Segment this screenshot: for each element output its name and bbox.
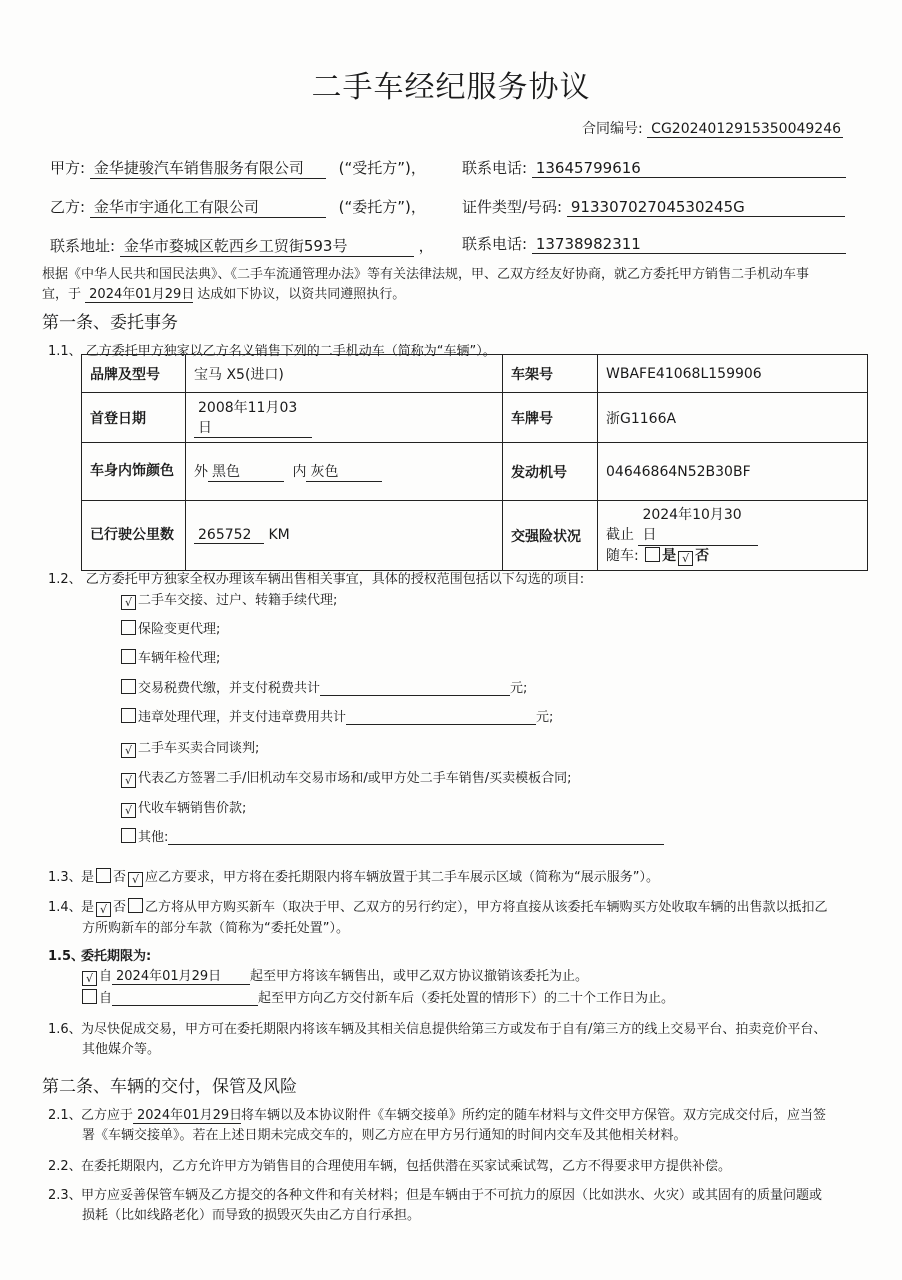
insurance-cell (598, 501, 868, 571)
brand-label: 品牌及型号 (82, 355, 186, 393)
clause-1-2: 1.2、 乙方委托甲方独家全权办理该车辆出售相关事宜，具体的授权范围包括以下勾选的项目: (48, 572, 585, 587)
insurance-follow-row (606, 546, 859, 566)
party-a-name: 金华捷骏汽车销售服务有限公司 (90, 157, 326, 179)
term-option-2-checkbox[interactable] (82, 989, 97, 1004)
clause-2-1-num: 2.1、 (48, 1108, 82, 1123)
option-6-label: 代表乙方签署二手/旧机动车交易市场和/或甲方处二手车销售/买卖模板合同; (138, 771, 572, 786)
option-2 (119, 647, 220, 666)
party-b-name: 金华市宇通化工有限公司 (90, 196, 326, 218)
clause-1-3-no-checkbox[interactable]: √ (128, 872, 143, 887)
section-2-heading: 第二条、车辆的交付，保管及风险 (42, 1077, 297, 1097)
table-row (82, 443, 868, 501)
clause-1-4-no-checkbox[interactable] (128, 898, 143, 913)
option-3-label: 交易税费代缴，并支付税费共计 (138, 681, 321, 696)
interior-prefix: 内 (292, 464, 307, 480)
address-label: 联系地址: (50, 237, 116, 255)
party-b-phone-row (462, 233, 846, 254)
clause-1-6-line-1 (48, 1018, 826, 1037)
vin-value: WBAFE41068L159906 (598, 355, 868, 393)
option-0-label: 二手车交接、过户、转籍手续代理; (138, 593, 338, 608)
clause-1-6-text-2: 其他媒介等。 (82, 1042, 161, 1057)
party-b-row (50, 196, 426, 218)
mileage-unit: KM (268, 527, 290, 543)
clause-1-3-yes-checkbox[interactable] (96, 868, 111, 883)
party-b-id: 91330702704530245G (567, 198, 845, 217)
clause-2-2-text: 在委托期限内，乙方允许甲方为销售目的合理使用车辆，包括供潜在买家试乘试驾，乙方不得要求甲方提供补偿。 (81, 1159, 732, 1174)
option-7-checkbox[interactable]: √ (121, 803, 136, 818)
color-label: 车身内饰颜色 (82, 443, 186, 501)
reg-date-label: 首登日期 (82, 393, 186, 443)
violation-amount-blank[interactable] (346, 710, 536, 725)
reg-date-cell (186, 393, 503, 443)
clause-2-1-line-1 (48, 1104, 826, 1124)
contract-number-value: CG2024012915350049246 (647, 121, 843, 138)
insurance-yes-checkbox[interactable] (645, 547, 660, 562)
term-option-1-checkbox[interactable]: √ (82, 971, 97, 986)
clause-1-6-text-1: 为尽快促成交易，甲方可在委托期限内将该车辆及其相关信息提供给第三方或发布于自有/第三方的线上交易平台、拍卖竞价平台、 (81, 1022, 827, 1037)
option-3-checkbox[interactable] (121, 679, 136, 694)
party-a-phone-label: 联系电话: (462, 159, 528, 177)
option-6 (119, 767, 572, 788)
clause-2-3-line-1 (48, 1184, 822, 1203)
plate-value: 浙G1166A (598, 393, 868, 443)
party-a-phone: 13645799616 (532, 159, 846, 178)
option-4-label: 违章处理代理，并支付违章费用共计 (138, 710, 347, 725)
plate-label: 车牌号 (503, 393, 598, 443)
clause-1-5-num: 1.5、 (48, 949, 85, 964)
option-5-label: 二手车买卖合同谈判; (138, 741, 260, 756)
clause-2-3-text-2: 损耗（比如线路老化）而导致的损毁灭失由乙方自行承担。 (82, 1208, 421, 1223)
clause-1-3-no: 否 (113, 870, 127, 885)
table-row (82, 393, 868, 443)
clause-1-3-num: 1.3、 (48, 870, 82, 885)
option-3-suffix: 元; (510, 681, 528, 696)
clause-2-2 (48, 1155, 731, 1174)
clause-1-5-heading: 委托期限为: (81, 949, 152, 964)
address-value: 金华市婺城区乾西乡工贸街593号 (120, 235, 414, 257)
clause-1-3-yes: 是 (81, 870, 95, 885)
term-option-1-from: 自 (99, 969, 113, 984)
insurance-label: 交强险状况 (503, 501, 598, 571)
insurance-follow-label: 随车: (606, 548, 639, 564)
option-5-checkbox[interactable]: √ (121, 743, 136, 758)
option-1-checkbox[interactable] (121, 620, 136, 635)
option-7-label: 代收车辆销售价款; (138, 801, 247, 816)
clause-2-1-pre: 乙方应于 (81, 1108, 134, 1123)
mileage-label: 已行驶公里数 (82, 501, 186, 571)
party-b-contact-row (50, 235, 434, 257)
color-cell (186, 443, 503, 501)
clause-1-4-text-2: 方所购新车的部分车款（简称为“委托处置”）。 (82, 921, 349, 936)
option-4 (119, 706, 553, 725)
option-8-label: 其他: (138, 830, 169, 845)
tax-amount-blank[interactable] (320, 681, 510, 696)
option-4-suffix: 元; (536, 710, 554, 725)
option-8 (119, 826, 664, 845)
term-option-1-text: 起至甲方将该车辆售出，或甲乙双方协议撤销该委托为止。 (250, 969, 589, 984)
party-b-id-label: 证件类型/号码: (462, 198, 563, 216)
mileage-value: 265752 (194, 527, 264, 544)
reg-date-value: 2008年11月03日 (194, 397, 312, 438)
section-1-heading: 第一条、委托事务 (42, 313, 178, 333)
party-b-id-row (462, 196, 845, 217)
clause-2-1-text-2: 署《车辆交接单》。若在上述日期未完成交车的，则乙方应在甲方另行通知的时间内交车及其他相关材料。 (82, 1128, 687, 1143)
term-option-1 (80, 965, 588, 986)
clause-1-4-yes-checkbox[interactable]: √ (96, 902, 111, 917)
insurance-no-checkbox[interactable]: √ (678, 551, 693, 566)
option-6-checkbox[interactable]: √ (121, 773, 136, 788)
term-option-2-date-blank[interactable] (112, 991, 258, 1006)
clause-1-4-no: 否 (113, 900, 127, 915)
option-7 (119, 797, 246, 818)
clause-1-3-text: 应乙方要求，甲方将在委托期限内将车辆放置于其二手车展示区域（简称为“展示服务”）。 (145, 870, 660, 885)
document-title: 二手车经纪服务协议 (311, 70, 591, 105)
option-1-label: 保险变更代理; (138, 622, 221, 637)
engine-label: 发动机号 (503, 443, 598, 501)
address-sep: ， (418, 237, 434, 255)
insurance-prefix: 截止 (606, 527, 634, 543)
party-b-label: 乙方: (50, 198, 86, 216)
contract-number (582, 118, 843, 138)
clause-1-4-num: 1.4、 (48, 900, 82, 915)
intro-pre: 宜，于 (42, 287, 82, 302)
party-a-role: (“受托方”)， (338, 159, 426, 177)
party-a-row (50, 157, 426, 179)
clause-1-5-heading-row (48, 945, 151, 964)
clause-2-3-text-1: 甲方应妥善保管车辆及乙方提交的各种文件和有关材料；但是车辆由于不可抗力的原因（比如洪水、火灾）或其固有的质量问题或 (81, 1188, 823, 1203)
clause-2-3-num: 2.3、 (48, 1188, 82, 1203)
other-blank[interactable] (168, 830, 664, 845)
option-0-checkbox[interactable]: √ (121, 595, 136, 610)
option-1 (119, 618, 220, 637)
insurance-yes-label: 是 (662, 548, 677, 564)
term-option-2 (80, 987, 674, 1006)
clause-2-2-num: 2.2、 (48, 1159, 82, 1174)
brand-value: 宝马 X5(进口) (186, 355, 503, 393)
party-b-phone: 13738982311 (532, 235, 846, 254)
party-b-role: (“委托方”)， (338, 198, 426, 216)
option-0 (119, 589, 337, 610)
insurance-date-row (606, 505, 859, 546)
option-8-checkbox[interactable] (121, 828, 136, 843)
exterior-prefix: 外 (194, 464, 208, 480)
intro-date: 2024年01月29日 (85, 283, 193, 303)
table-row (82, 501, 868, 571)
interior-color: 灰色 (306, 461, 382, 482)
option-3 (119, 677, 527, 696)
term-option-2-from: 自 (99, 991, 113, 1006)
intro-line-2 (42, 283, 405, 303)
term-option-1-date: 2024年01月29日 (112, 965, 250, 985)
clause-1-6-num: 1.6、 (48, 1022, 82, 1037)
option-4-checkbox[interactable] (121, 708, 136, 723)
clause-1-4-yes: 是 (81, 900, 95, 915)
vehicle-info-table (81, 354, 868, 571)
clause-1-4-line-1 (48, 896, 828, 917)
clause-1-4-text-1: 乙方将从甲方购买新车（取决于甲、乙双方的另行约定），甲方将直接从该委托车辆购买方处收取车辆的出售款以抵扣乙 (145, 900, 828, 915)
option-2-label: 车辆年检代理; (138, 651, 221, 666)
insurance-no-label: 否 (695, 548, 710, 564)
option-5 (119, 737, 259, 758)
contract-number-label: 合同编号: (582, 121, 643, 137)
insurance-date: 2024年10月30日 (638, 505, 758, 546)
term-option-2-text: 起至甲方向乙方交付新车后（委托处置的情形下）的二十个工作日为止。 (258, 991, 675, 1006)
table-row (82, 355, 868, 393)
clause-2-1-date: 2024年01月29日 (133, 1104, 241, 1124)
exterior-color: 黑色 (208, 461, 284, 482)
engine-value: 04646864N52B30BF (598, 443, 868, 501)
party-a-label: 甲方: (50, 159, 86, 177)
clause-2-1-text-1: 将车辆以及本协议附件《车辆交接单》所约定的随车材料与文件交甲方保管。双方完成交付后，应当签 (241, 1108, 827, 1123)
option-2-checkbox[interactable] (121, 649, 136, 664)
intro-line-1: 根据《中华人民共和国民法典》、《二手车流通管理办法》等有关法律法规，甲、乙双方经友好协商，就乙方委托甲方销售二手机动车事 (42, 267, 810, 282)
intro-post: 达成如下协议，以资共同遵照执行。 (197, 287, 406, 302)
clause-1-1: 1.1、 乙方委托甲方独家以乙方名义销售下列的二手机动车（简称为“车辆”）。 (48, 344, 496, 359)
vin-label: 车架号 (503, 355, 598, 393)
party-a-phone-row (462, 157, 846, 178)
party-b-phone-label: 联系电话: (462, 235, 528, 253)
mileage-cell (186, 501, 503, 571)
clause-1-3 (48, 866, 659, 887)
